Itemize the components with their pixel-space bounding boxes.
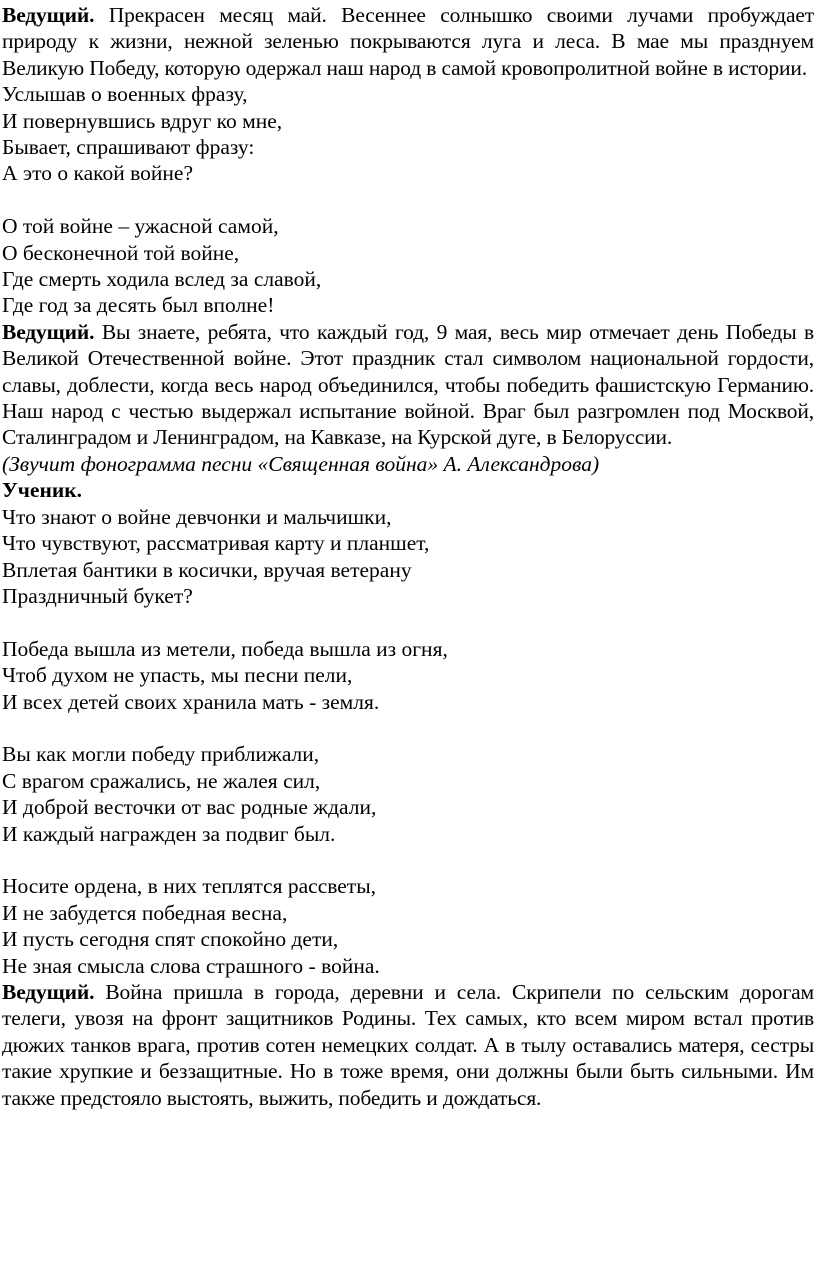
paragraph-text: Война пришла в города, деревни и села. Скрипели по сельским дорогам телеги, увозя на фронт защитников Родины. Тех самых, кто всем миром встал против дюжих танков врага, против сотен немецких солдат. А в тылу оставались матеря, сестры такие хрупкие и беззащитные. Но в тоже время, они должны были быть сильными. Им также предстояло выстоять, выжить, победить и дождаться. bbox=[2, 979, 814, 1110]
speaker-label: Ведущий. bbox=[2, 3, 95, 27]
poem-line: Вы как могли победу приближали, bbox=[2, 742, 320, 767]
stanza-gap bbox=[2, 715, 814, 741]
poem-line: Что чувствуют, рассматривая карту и планшет, bbox=[2, 531, 430, 556]
speaker-label: Ведущий. bbox=[2, 319, 95, 344]
poem-line: И доброй весточки от вас родные ждали, bbox=[2, 795, 377, 820]
poem-stanza-6 bbox=[2, 873, 814, 979]
stanza-gap bbox=[2, 847, 814, 873]
poem-line: Где год за десять был вполне! bbox=[2, 293, 275, 318]
poem-stanza-1 bbox=[2, 81, 814, 187]
poem-stanza-5 bbox=[2, 741, 814, 847]
stanza-gap bbox=[2, 609, 814, 635]
stanza-gap bbox=[2, 187, 814, 213]
poem-line: И всех детей своих хранила мать - земля. bbox=[2, 689, 380, 714]
poem-stanza-4 bbox=[2, 636, 814, 715]
poem-line: О той войне – ужасной самой, bbox=[2, 214, 279, 239]
poem-line: О бесконечной той войне, bbox=[2, 240, 240, 265]
host-paragraph-2 bbox=[2, 319, 814, 451]
speaker-label: Ведущий. bbox=[2, 979, 95, 1004]
poem-line: Праздничный букет? bbox=[2, 583, 193, 608]
poem-line: Победа вышла из метели, победа вышла из огня, bbox=[2, 636, 448, 661]
student-label: Ученик. bbox=[2, 478, 82, 503]
poem-line: Вплетая бантики в косички, вручая ветерану bbox=[2, 557, 412, 582]
poem-stanza-3 bbox=[2, 504, 814, 610]
host-paragraph-3 bbox=[2, 979, 814, 1111]
poem-line: Где смерть ходила вслед за славой, bbox=[2, 267, 322, 292]
poem-line: С врагом сражались, не жалея сил, bbox=[2, 768, 321, 793]
poem-stanza-2 bbox=[2, 213, 814, 319]
poem-line: Бывает, спрашивают фразу: bbox=[2, 135, 255, 160]
poem-line: И не забудется победная весна, bbox=[2, 900, 288, 925]
poem-line: Чтоб духом не упасть, мы песни пели, bbox=[2, 663, 353, 688]
poem-line: Носите ордена, в них теплятся рассветы, bbox=[2, 874, 377, 899]
poem-line: Не зная смысла слова страшного - война. bbox=[2, 953, 380, 978]
poem-line: Услышав о военных фразу, bbox=[2, 82, 248, 107]
paragraph-text: Вы знаете, ребята, что каждый год, 9 мая, весь мир отмечает день Победы в Великой Отечественной войне. Этот праздник стал символом национальной гордости, славы, доблести, когда весь народ объединился, чтобы победить фашистскую Германию. Наш народ с честью выдержал испытание войной. Враг был разгромлен под Москвой, Сталинградом и Ленинградом, на Кавказе, на Курской дуге, в Белоруссии. bbox=[2, 319, 814, 450]
poem-line: А это о какой войне? bbox=[2, 161, 193, 186]
host-paragraph-1 bbox=[2, 2, 814, 81]
poem-line: И пусть сегодня спят спокойно дети, bbox=[2, 927, 339, 952]
poem-line: И каждый награжден за подвиг был. bbox=[2, 821, 336, 846]
poem-line: Что знают о войне девчонки и мальчишки, bbox=[2, 504, 392, 529]
poem-line: И повернувшись вдруг ко мне, bbox=[2, 108, 283, 133]
paragraph-text: Прекрасен месяц май. Весеннее солнышко своими лучами пробуждает природу к жизни, нежной зеленью покрываются луга и леса. В мае мы празднуем Великую Победу, которую одержал наш народ в самой кровопролитной войне в истории. bbox=[2, 3, 814, 80]
stage-direction: (Звучит фонограмма песни «Священная война» А. Александрова) bbox=[2, 451, 600, 476]
